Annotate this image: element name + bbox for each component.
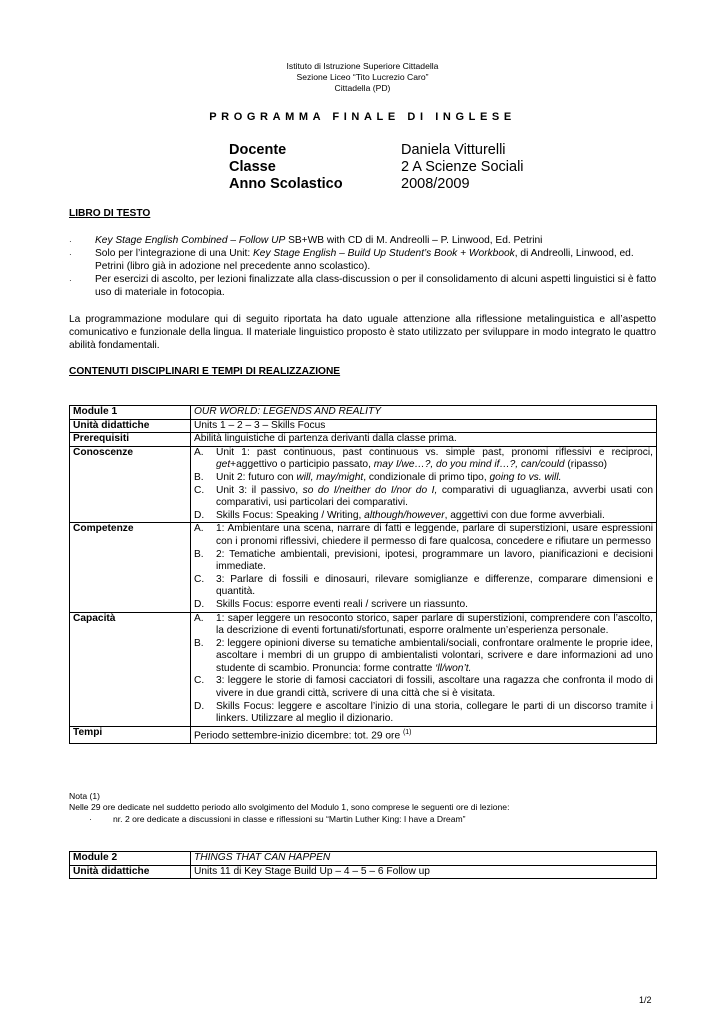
page-title: PROGRAMMA FINALE DI INGLESE — [209, 111, 516, 123]
module-2-table — [69, 851, 657, 879]
nota-line-2: nr. 2 ore dedicate a discussioni in classe e riflessioni su “Martin Luther King: I have a Dream” — [113, 814, 466, 824]
table-row — [70, 523, 657, 612]
docente-label: Docente — [229, 142, 287, 158]
capacita-list — [191, 612, 657, 726]
table-row — [70, 852, 657, 866]
prereq-label: Prerequisiti — [70, 433, 191, 447]
list-item: C. 3: Parlare di fossili e dinosauri, rilevare somiglianze e differenze, comparare dimensioni e quantità. — [194, 573, 653, 598]
libro-bullet-1: · Key Stage English Combined – Follow UP SB+WB with CD di M. Andreolli – P. Linwood, Ed. Petrini — [69, 235, 543, 246]
contenuti-heading: CONTENUTI DISCIPLINARI E TEMPI DI REALIZZAZIONE — [69, 366, 341, 377]
module-label: Module 1 — [70, 406, 191, 420]
table-row — [70, 433, 657, 447]
footnote-ref: (1) — [402, 728, 412, 736]
list-item: B. 2: Tematiche ambientali, previsioni, ipotesi, programmare un lavoro, pianificazioni e decisioni immediate. — [194, 548, 653, 573]
school-city: Cittadella (PD) — [334, 83, 391, 93]
prereq-value: Abilità linguistiche di partenza derivanti dalla classe prima. — [191, 433, 657, 447]
list-item: C. 3: leggere le storie di famosi cacciatori di fossili, ascoltare una ragazza che confronta il modo di vivere in due grandi città, scrivere di una città che si è visitata. — [194, 675, 653, 700]
bullet-dot: · — [69, 250, 72, 259]
list-item: B. 2: leggere opinioni diverse su tematiche ambientali/sociali, confrontare oralmente le proprie idee, ascoltare i membri di un gruppo di ambientalisti volontari, scrivere e dare informazioni ad uno studente di scambio. Pronuncia: forme contratte ‘ll/won’t. — [194, 637, 653, 674]
tempi-label: Tempi — [70, 726, 191, 743]
unita-value: Units 11 di Key Stage Build Up – 4 – 5 – 6 Follow up — [191, 865, 657, 879]
bullet-dot: · — [69, 237, 72, 246]
anno-label: Anno Scolastico — [229, 176, 343, 192]
module-label: Module 2 — [70, 852, 191, 866]
intro-paragraph: La programmazione modulare qui di seguito riportata ha dato uguale attenzione alla riflessione metalinguistica e all’aspetto comunicativo e funzionale della lingua. Il materiale linguistico proposto è stato utilizzato per sviluppare in modo integrato le quattro abilità fondamentali. — [69, 314, 656, 351]
libro-heading: LIBRO DI TESTO — [69, 208, 151, 219]
conoscenze-label: Conoscenze — [70, 446, 191, 523]
module-title: OUR WORLD: LEGENDS AND REALITY — [191, 406, 657, 420]
table-row — [70, 612, 657, 726]
list-item: B. Unit 2: futuro con will, may/might, condizionale di primo tipo, going to vs. will. — [194, 471, 562, 483]
classe-value: 2 A Scienze Sociali — [401, 159, 524, 175]
list-item: A. 1: Ambientare una scena, narrare di fatti e leggende, parlare di superstizioni, usare espressioni con i pronomi riflessivi, chiedere il permesso di fare qualcosa, concedere e rifiutare un permesso — [194, 523, 653, 547]
list-item: C. Unit 3: il passivo, so do I/neither do I/nor do I, comparativi di uguaglianza, avverbi usati con comparativi, usi particolari dei comparativi. — [194, 484, 653, 509]
nota-bullet: · — [89, 814, 92, 824]
page-number: 1/2 — [639, 995, 652, 1005]
classe-label: Classe — [229, 159, 276, 175]
module-1-table — [69, 405, 657, 744]
table-row — [70, 726, 657, 743]
school-name: Istituto di Istruzione Superiore Cittadella — [286, 61, 439, 71]
nota-title: Nota (1) — [69, 791, 101, 801]
list-item: D. Skills Focus: esporre eventi reali / scrivere un riassunto. — [194, 598, 468, 610]
bullet-dot: · — [69, 276, 72, 285]
table-row — [70, 419, 657, 433]
competenze-label: Competenze — [70, 523, 191, 612]
unita-label: Unità didattiche — [70, 865, 191, 879]
conoscenze-list — [191, 446, 657, 523]
docente-value: Daniela Vitturelli — [401, 142, 506, 158]
list-item: A. Unit 1: past continuous, past continuous vs. simple past, pronomi riflessivi e reciproci, get+aggettivo o participio passato, may I/we…?, do you mind if…?, can/could (ripasso) — [194, 446, 653, 471]
module-title: THINGS THAT CAN HAPPEN — [191, 852, 657, 866]
unita-value: Units 1 – 2 – 3 – Skills Focus — [191, 419, 657, 433]
nota-line-1: Nelle 29 ore dedicate nel suddetto periodo allo svolgimento del Modulo 1, sono comprese le seguenti ore di lezione: — [69, 802, 510, 812]
competenze-list — [191, 523, 657, 612]
libro-bullet-3: · Per esercizi di ascolto, per lezioni finalizzate alla class-discussion o per il consolidamento di alcuni aspetti linguistici si è fatto uso di materiale in fotocopia. — [69, 274, 657, 298]
list-item: A. 1: saper leggere un resoconto storico, saper parlare di superstizioni, comprendere con l’ascolto, la descrizione di eventi fortunati/sfortunati, esporre oralmente un’esperienza personale. — [194, 612, 653, 637]
table-row — [70, 865, 657, 879]
table-row — [70, 446, 657, 523]
anno-value: 2008/2009 — [401, 176, 470, 192]
school-section: Sezione Liceo “Tito Lucrezio Caro” — [296, 72, 429, 82]
tempi-value: Periodo settembre-inizio dicembre: tot. 29 ore $^{(1)}$ — [191, 726, 657, 743]
libro-bullet-2: · Solo per l’integrazione di una Unit: Key Stage English – Build Up Student’s Book + Workbook, di Andreolli, Linwood, ed. Petrini (libro già in adozione nel precedente anno scolastico). — [69, 248, 634, 272]
capacita-label: Capacità — [70, 612, 191, 726]
unita-label: Unità didattiche — [70, 419, 191, 433]
list-item: D. Skills Focus: leggere e ascoltare l’inizio di una storia, collegare le parti di un discorso tramite i linkers. Utilizzare al meglio il dizionario. — [194, 700, 653, 725]
table-row — [70, 406, 657, 420]
list-item: D. Skills Focus: Speaking / Writing, although/however, aggettivi con due forme avverbiali. — [194, 509, 605, 521]
